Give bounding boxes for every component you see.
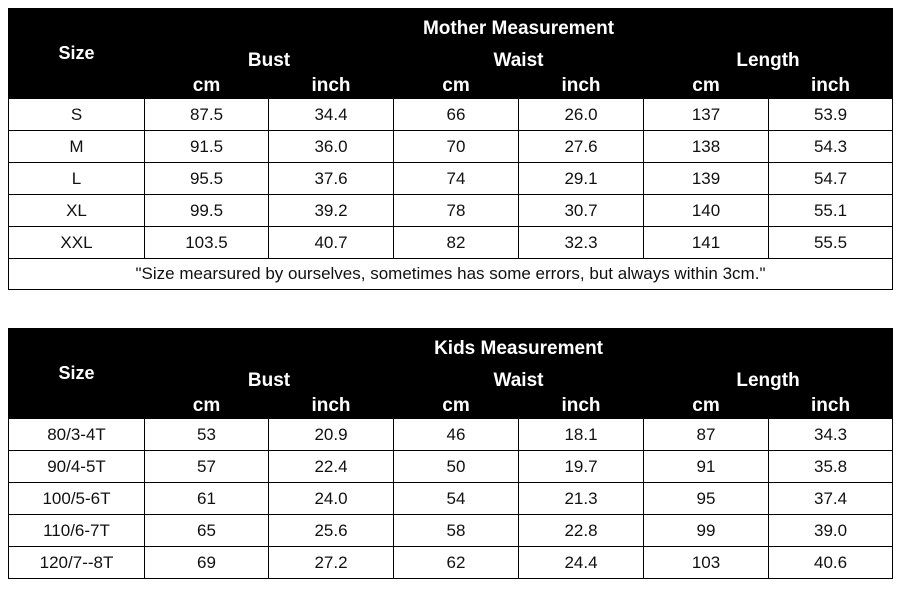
value-cell: 34.3 [769,419,893,451]
unit-header: cm [145,394,269,419]
table-row [9,451,893,483]
unit-header: cm [394,74,519,99]
value-cell: 69 [145,547,269,579]
value-cell: 24.0 [269,483,394,515]
value-cell: 70 [394,131,519,163]
value-cell: 82 [394,227,519,259]
table-row [9,163,893,195]
size-cell: XXL [9,227,145,259]
value-cell: 40.6 [769,547,893,579]
value-cell: 20.9 [269,419,394,451]
value-cell: 37.4 [769,483,893,515]
size-header: Size [9,9,145,99]
table-row [9,195,893,227]
bust-header: Bust [145,49,394,74]
size-cell: 100/5-6T [9,483,145,515]
size-cell: 90/4-5T [9,451,145,483]
unit-header: inch [519,74,644,99]
value-cell: 29.1 [519,163,644,195]
value-cell: 58 [394,515,519,547]
table-row [9,99,893,131]
unit-header: inch [769,74,893,99]
value-cell: 91 [644,451,769,483]
value-cell: 140 [644,195,769,227]
size-cell: 80/3-4T [9,419,145,451]
value-cell: 30.7 [519,195,644,227]
value-cell: 24.4 [519,547,644,579]
value-cell: 54.7 [769,163,893,195]
unit-header: inch [769,394,893,419]
value-cell: 55.1 [769,195,893,227]
value-cell: 32.3 [519,227,644,259]
value-cell: 36.0 [269,131,394,163]
kids-measurement-table [8,328,893,579]
size-note: "Size mearsured by ourselves, sometimes has some errors, but always within 3cm." [9,259,893,290]
value-cell: 95 [644,483,769,515]
size-cell: L [9,163,145,195]
value-cell: 37.6 [269,163,394,195]
bust-header: Bust [145,369,394,394]
length-header: Length [644,49,893,74]
value-cell: 54 [394,483,519,515]
table-row [9,515,893,547]
value-cell: 87.5 [145,99,269,131]
unit-header: inch [269,394,394,419]
value-cell: 66 [394,99,519,131]
value-cell: 57 [145,451,269,483]
value-cell: 34.4 [269,99,394,131]
waist-header: Waist [394,369,644,394]
size-cell: 120/7--8T [9,547,145,579]
mother-measurement-table [8,8,893,290]
table-row [9,483,893,515]
value-cell: 54.3 [769,131,893,163]
unit-header: cm [145,74,269,99]
unit-header: inch [269,74,394,99]
value-cell: 39.0 [769,515,893,547]
value-cell: 87 [644,419,769,451]
table-title: Mother Measurement [145,9,893,49]
value-cell: 27.6 [519,131,644,163]
value-cell: 95.5 [145,163,269,195]
value-cell: 35.8 [769,451,893,483]
value-cell: 55.5 [769,227,893,259]
value-cell: 39.2 [269,195,394,227]
value-cell: 99 [644,515,769,547]
value-cell: 22.4 [269,451,394,483]
size-cell: XL [9,195,145,227]
value-cell: 74 [394,163,519,195]
value-cell: 61 [145,483,269,515]
value-cell: 53.9 [769,99,893,131]
size-cell: 110/6-7T [9,515,145,547]
unit-header: cm [394,394,519,419]
unit-header: inch [519,394,644,419]
value-cell: 19.7 [519,451,644,483]
size-cell: S [9,99,145,131]
value-cell: 91.5 [145,131,269,163]
value-cell: 62 [394,547,519,579]
value-cell: 25.6 [269,515,394,547]
unit-header: cm [644,74,769,99]
value-cell: 27.2 [269,547,394,579]
value-cell: 137 [644,99,769,131]
size-cell: M [9,131,145,163]
value-cell: 99.5 [145,195,269,227]
value-cell: 78 [394,195,519,227]
size-header: Size [9,329,145,419]
value-cell: 22.8 [519,515,644,547]
table-row [9,547,893,579]
value-cell: 103 [644,547,769,579]
value-cell: 50 [394,451,519,483]
value-cell: 53 [145,419,269,451]
value-cell: 139 [644,163,769,195]
table-row [9,131,893,163]
value-cell: 103.5 [145,227,269,259]
value-cell: 26.0 [519,99,644,131]
value-cell: 141 [644,227,769,259]
value-cell: 46 [394,419,519,451]
table-row [9,227,893,259]
value-cell: 65 [145,515,269,547]
value-cell: 138 [644,131,769,163]
table-title: Kids Measurement [145,329,893,369]
waist-header: Waist [394,49,644,74]
length-header: Length [644,369,893,394]
table-row [9,419,893,451]
unit-header: cm [644,394,769,419]
value-cell: 18.1 [519,419,644,451]
value-cell: 21.3 [519,483,644,515]
value-cell: 40.7 [269,227,394,259]
